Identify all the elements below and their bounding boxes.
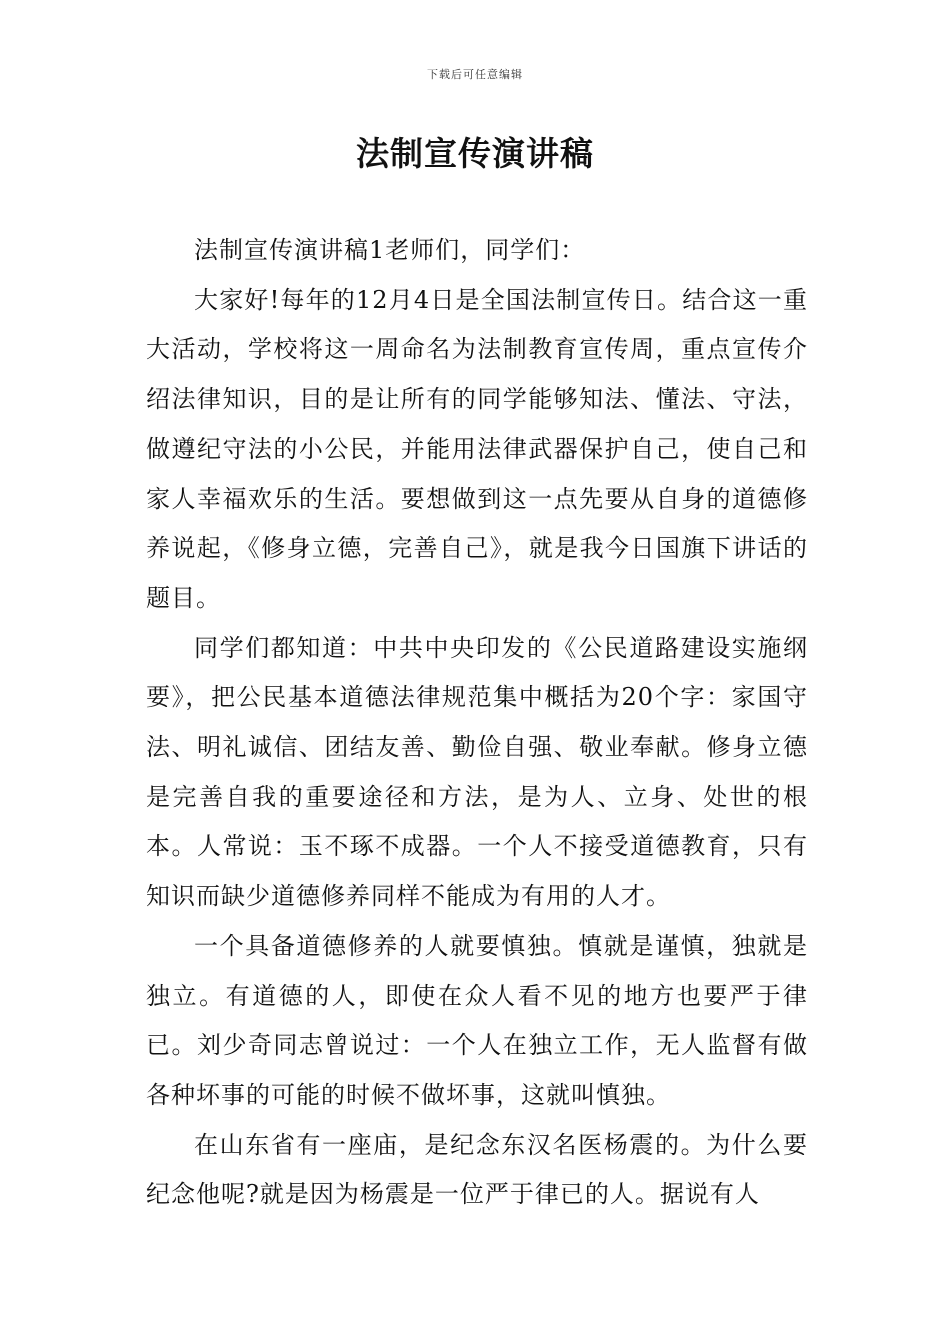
paragraph-greeting: 法制宣传演讲稿1老师们，同学们： — [194, 236, 586, 264]
paragraph-outline: 同学们都知道：中共中央印发的《公民道路建设实施纲要》，把公民基本道德法律规范集中概括为20个字：家国守法、明礼诚信、团结友善、勤俭自强、敬业奉献。修身立德是完善自我的重要途径和方法，是为人、立身、处世的根本。人常说：玉不琢不成器。一个人不接受道德教育，只有知识而缺少道德修养同样不能成为有用的人才。 — [146, 633, 808, 911]
header-note: 下载后可任意编辑 — [427, 68, 523, 81]
document-body — [146, 226, 808, 1220]
paragraph-yangzhen: 在山东省有一座庙，是纪念东汉名医杨震的。为什么要纪念他呢?就是因为杨震是一位严于律已的人。据说有人 — [146, 1130, 808, 1209]
paragraph-shendu: 一个具备道德修养的人就要慎独。慎就是谨慎，独就是独立。有道德的人，即使在众人看不见的地方也要严于律已。刘少奇同志曾说过：一个人在独立工作，无人监督有做各种坏事的可能的时候不做坏事，这就叫慎独。 — [146, 931, 808, 1109]
document-title: 法制宣传演讲稿 — [356, 134, 594, 173]
paragraph-intro: 大家好!每年的12月4日是全国法制宣传日。结合这一重大活动，学校将这一周命名为法制教育宣传周，重点宣传介绍法律知识，目的是让所有的同学能够知法、懂法、守法，做遵纪守法的小公民，并能用法律武器保护自己，使自己和家人幸福欢乐的生活。要想做到这一点先要从自身的道德修养说起，《修身立德，完善自己》，就是我今日国旗下讲话的题目。 — [146, 285, 808, 612]
